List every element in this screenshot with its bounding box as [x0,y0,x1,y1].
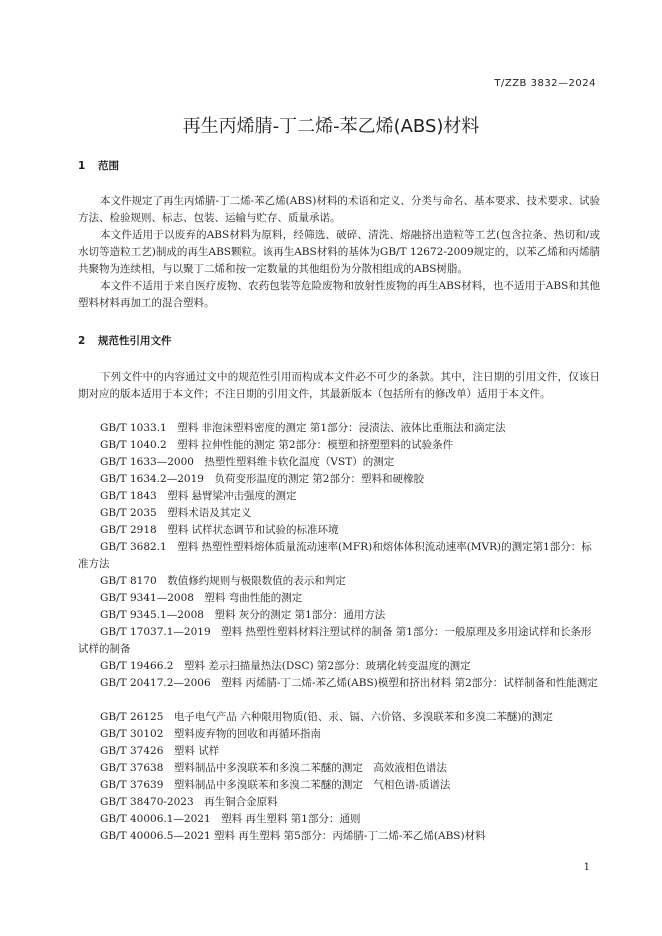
standard-code: T/ZZB 3832—2024 [494,78,596,89]
section-number: 2 [78,335,86,347]
reference-item: GB/T 8170 数值修约规则与极限数值的表示和判定 [100,575,346,587]
reference-item: GB/T 1040.2 塑料 拉伸性能的测定 第2部分：模塑和挤塑塑料的试验条件 [100,439,454,451]
reference-item: GB/T 38470-2023 再生铜合金原料 [100,796,278,808]
reference-item: GB/T 30102 塑料废弃物的回收和再循环指南 [100,728,321,740]
document-title: 再生丙烯腈-丁二烯-苯乙烯(ABS)材料 [182,116,480,137]
reference-item: GB/T 37426 塑料 试样 [100,745,220,757]
reference-item: GB/T 2918 塑料 试样状态调节和试验的标准环境 [100,524,339,536]
reference-item: GB/T 40006.1—2021 塑料 再生塑料 第1部分：通则 [100,813,361,825]
reference-item: GB/T 9341—2008 塑料 弯曲性能的测定 [100,592,303,604]
section-1-paragraph: 本文件适用于以废弃的ABS材料为原料，经筛选、破碎、清洗、熔融挤出造粒等工艺(包含拉条、热切和/或水切等造粒工艺)制成的再生ABS颗粒。该再生ABS材料的基体为GB/T 12672-2009规定的，以苯乙烯和丙烯腈共聚物为连续相，与以聚丁二烯和按一定数量的其他组份为分散相组成的ABS树脂。 [78,229,600,275]
section-1-paragraph: 本文件规定了再生丙烯腈-丁二烯-苯乙烯(ABS)材料的术语和定义、分类与命名、基本要求、技术要求、试验方法、检验规则、标志、包装、运输与贮存、质量承诺。 [78,195,600,224]
reference-item: GB/T 40006.5—2021 塑料 再生塑料 第5部分：丙烯腈-丁二烯-苯乙烯(ABS)材料 [100,830,486,842]
reference-item: GB/T 37638 塑料制品中多溴联苯和多溴二苯醚的测定 高效液相色谱法 [100,762,447,774]
reference-item: GB/T 20417.2—2006 塑料 丙烯腈-丁二烯-苯乙烯(ABS)模塑和挤出材料 第2部分：试样制备和性能测定 [100,677,598,689]
reference-item: GB/T 2035 塑料术语及其定义 [100,507,252,519]
reference-item: GB/T 3682.1 塑料 热塑性塑料熔体质量流动速率(MFR)和熔体体积流动速率(MVR)的测定第1部分：标准方法 [78,541,592,570]
reference-item: GB/T 19466.2 塑料 差示扫描量热法(DSC) 第2部分：玻璃化转变温度的测定 [100,660,471,672]
reference-item: GB/T 1843 塑料 悬臂梁冲击强度的测定 [100,490,297,502]
reference-item: GB/T 1633—2000 热塑性塑料维卡软化温度（VST）的测定 [100,456,395,468]
reference-item: GB/T 1634.2—2019 负荷变形温度的测定 第2部分：塑料和硬橡胶 [100,473,424,485]
page-number: 1 [583,862,590,873]
section-1-heading [78,158,119,173]
section-2-heading [78,333,172,348]
reference-item: GB/T 17037.1—2019 塑料 热塑性塑料材料注塑试样的制备 第1部分：一般原理及多用途试样和长条形试样的制备 [78,626,592,655]
section-title: 范围 [98,160,119,172]
reference-item: GB/T 1033.1 塑料 非泡沫塑料密度的测定 第1部分：浸渍法、液体比重瓶法和滴定法 [100,422,506,434]
reference-item: GB/T 9345.1—2008 塑料 灰分的测定 第1部分：通用方法 [100,609,386,621]
section-title: 规范性引用文件 [98,335,172,347]
reference-item: GB/T 26125 电子电气产品 六种限用物质(铅、汞、镉、六价铬、多溴联苯和多溴二苯醚)的测定 [100,711,553,723]
section-2-intro: 下列文件中的内容通过文中的规范性引用而构成本文件必不可少的条款。其中，注日期的引用文件，仅该日期对应的版本适用于本文件；不注日期的引用文件，其最新版本（包括所有的修改单）适用于本文件。 [78,371,600,400]
section-1-paragraph: 本文件不适用于来自医疗废物、农药包装等危险废物和放射性废物的再生ABS材料，也不适用于ABS和其他塑料材料再加工的混合塑料。 [78,280,600,309]
reference-item: GB/T 37639 塑料制品中多溴联苯和多溴二苯醚的测定 气相色谱-质谱法 [100,779,451,791]
section-number: 1 [78,160,86,172]
